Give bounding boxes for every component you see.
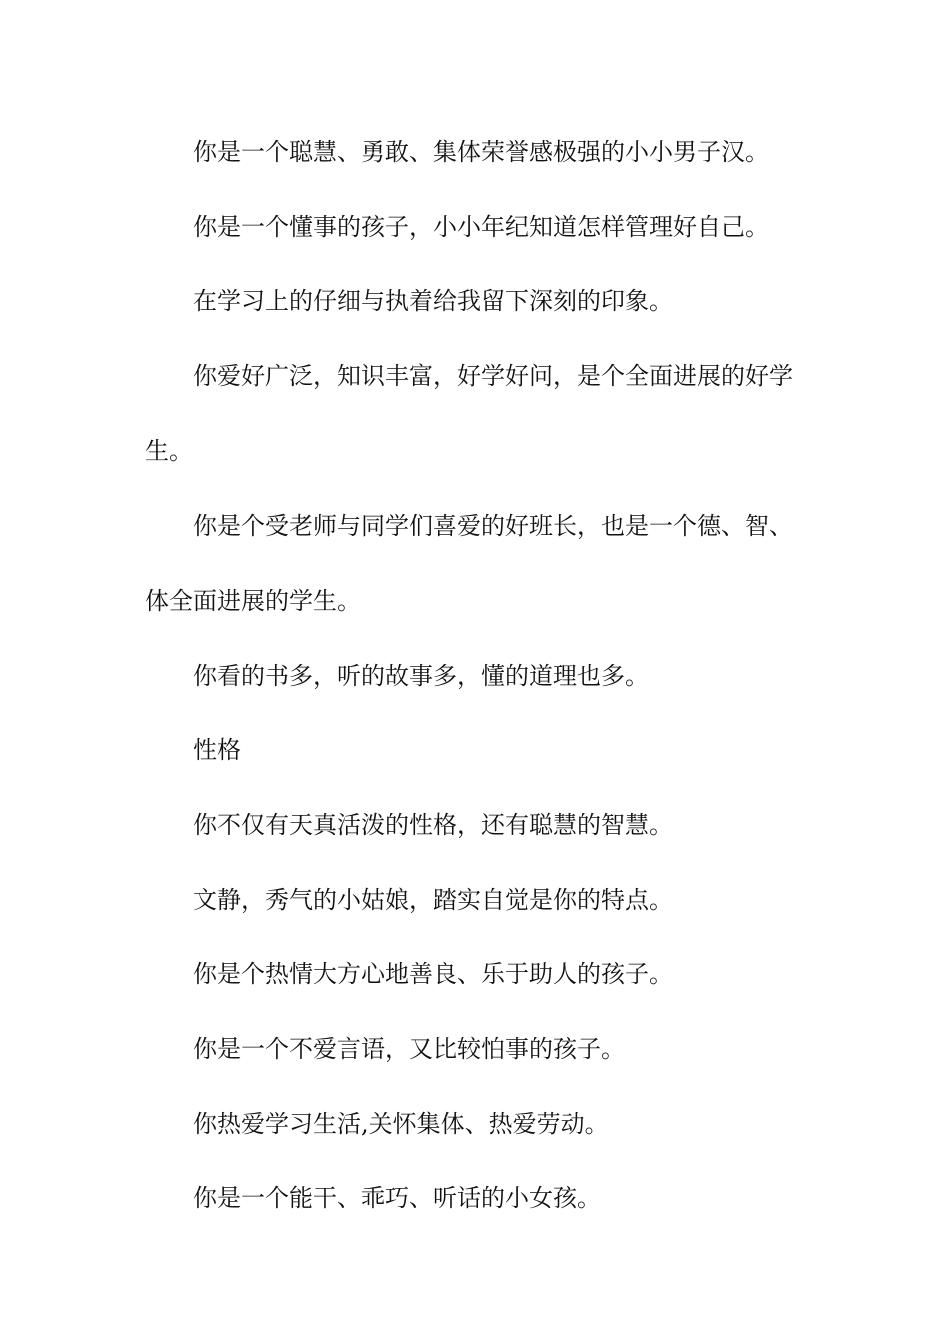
paragraph-line: 文静，秀气的小姑娘，踏实自觉是你的特点。	[193, 886, 673, 914]
paragraph-line: 你是个受老师与同学们喜爱的好班长，也是一个德、智、	[193, 512, 793, 540]
paragraph-line: 你是一个能干、乖巧、听话的小女孩。	[193, 1184, 601, 1212]
paragraph-line-continuation: 生。	[145, 437, 193, 465]
paragraph-line: 你爱好广泛，知识丰富，好学好问，是个全面进展的好学	[193, 362, 793, 390]
paragraph-line: 你是个热情大方心地善良、乐于助人的孩子。	[193, 960, 673, 988]
paragraph-line: 你是一个不爱言语，又比较怕事的孩子。	[193, 1035, 625, 1063]
section-heading: 性格	[193, 736, 241, 764]
paragraph-line: 你热爱学习生活,关怀集体、热爱劳动。	[193, 1110, 609, 1138]
paragraph-line-continuation: 体全面进展的学生。	[145, 587, 361, 615]
paragraph-line: 你是一个懂事的孩子，小小年纪知道怎样管理好自己。	[193, 213, 769, 241]
paragraph-line: 你是一个聪慧、勇敢、集体荣誉感极强的小小男子汉。	[193, 138, 769, 166]
paragraph-line: 在学习上的仔细与执着给我留下深刻的印象。	[193, 287, 673, 315]
paragraph-line: 你不仅有天真活泼的性格，还有聪慧的智慧。	[193, 811, 673, 839]
paragraph-line: 你看的书多，听的故事多，懂的道理也多。	[193, 662, 649, 690]
